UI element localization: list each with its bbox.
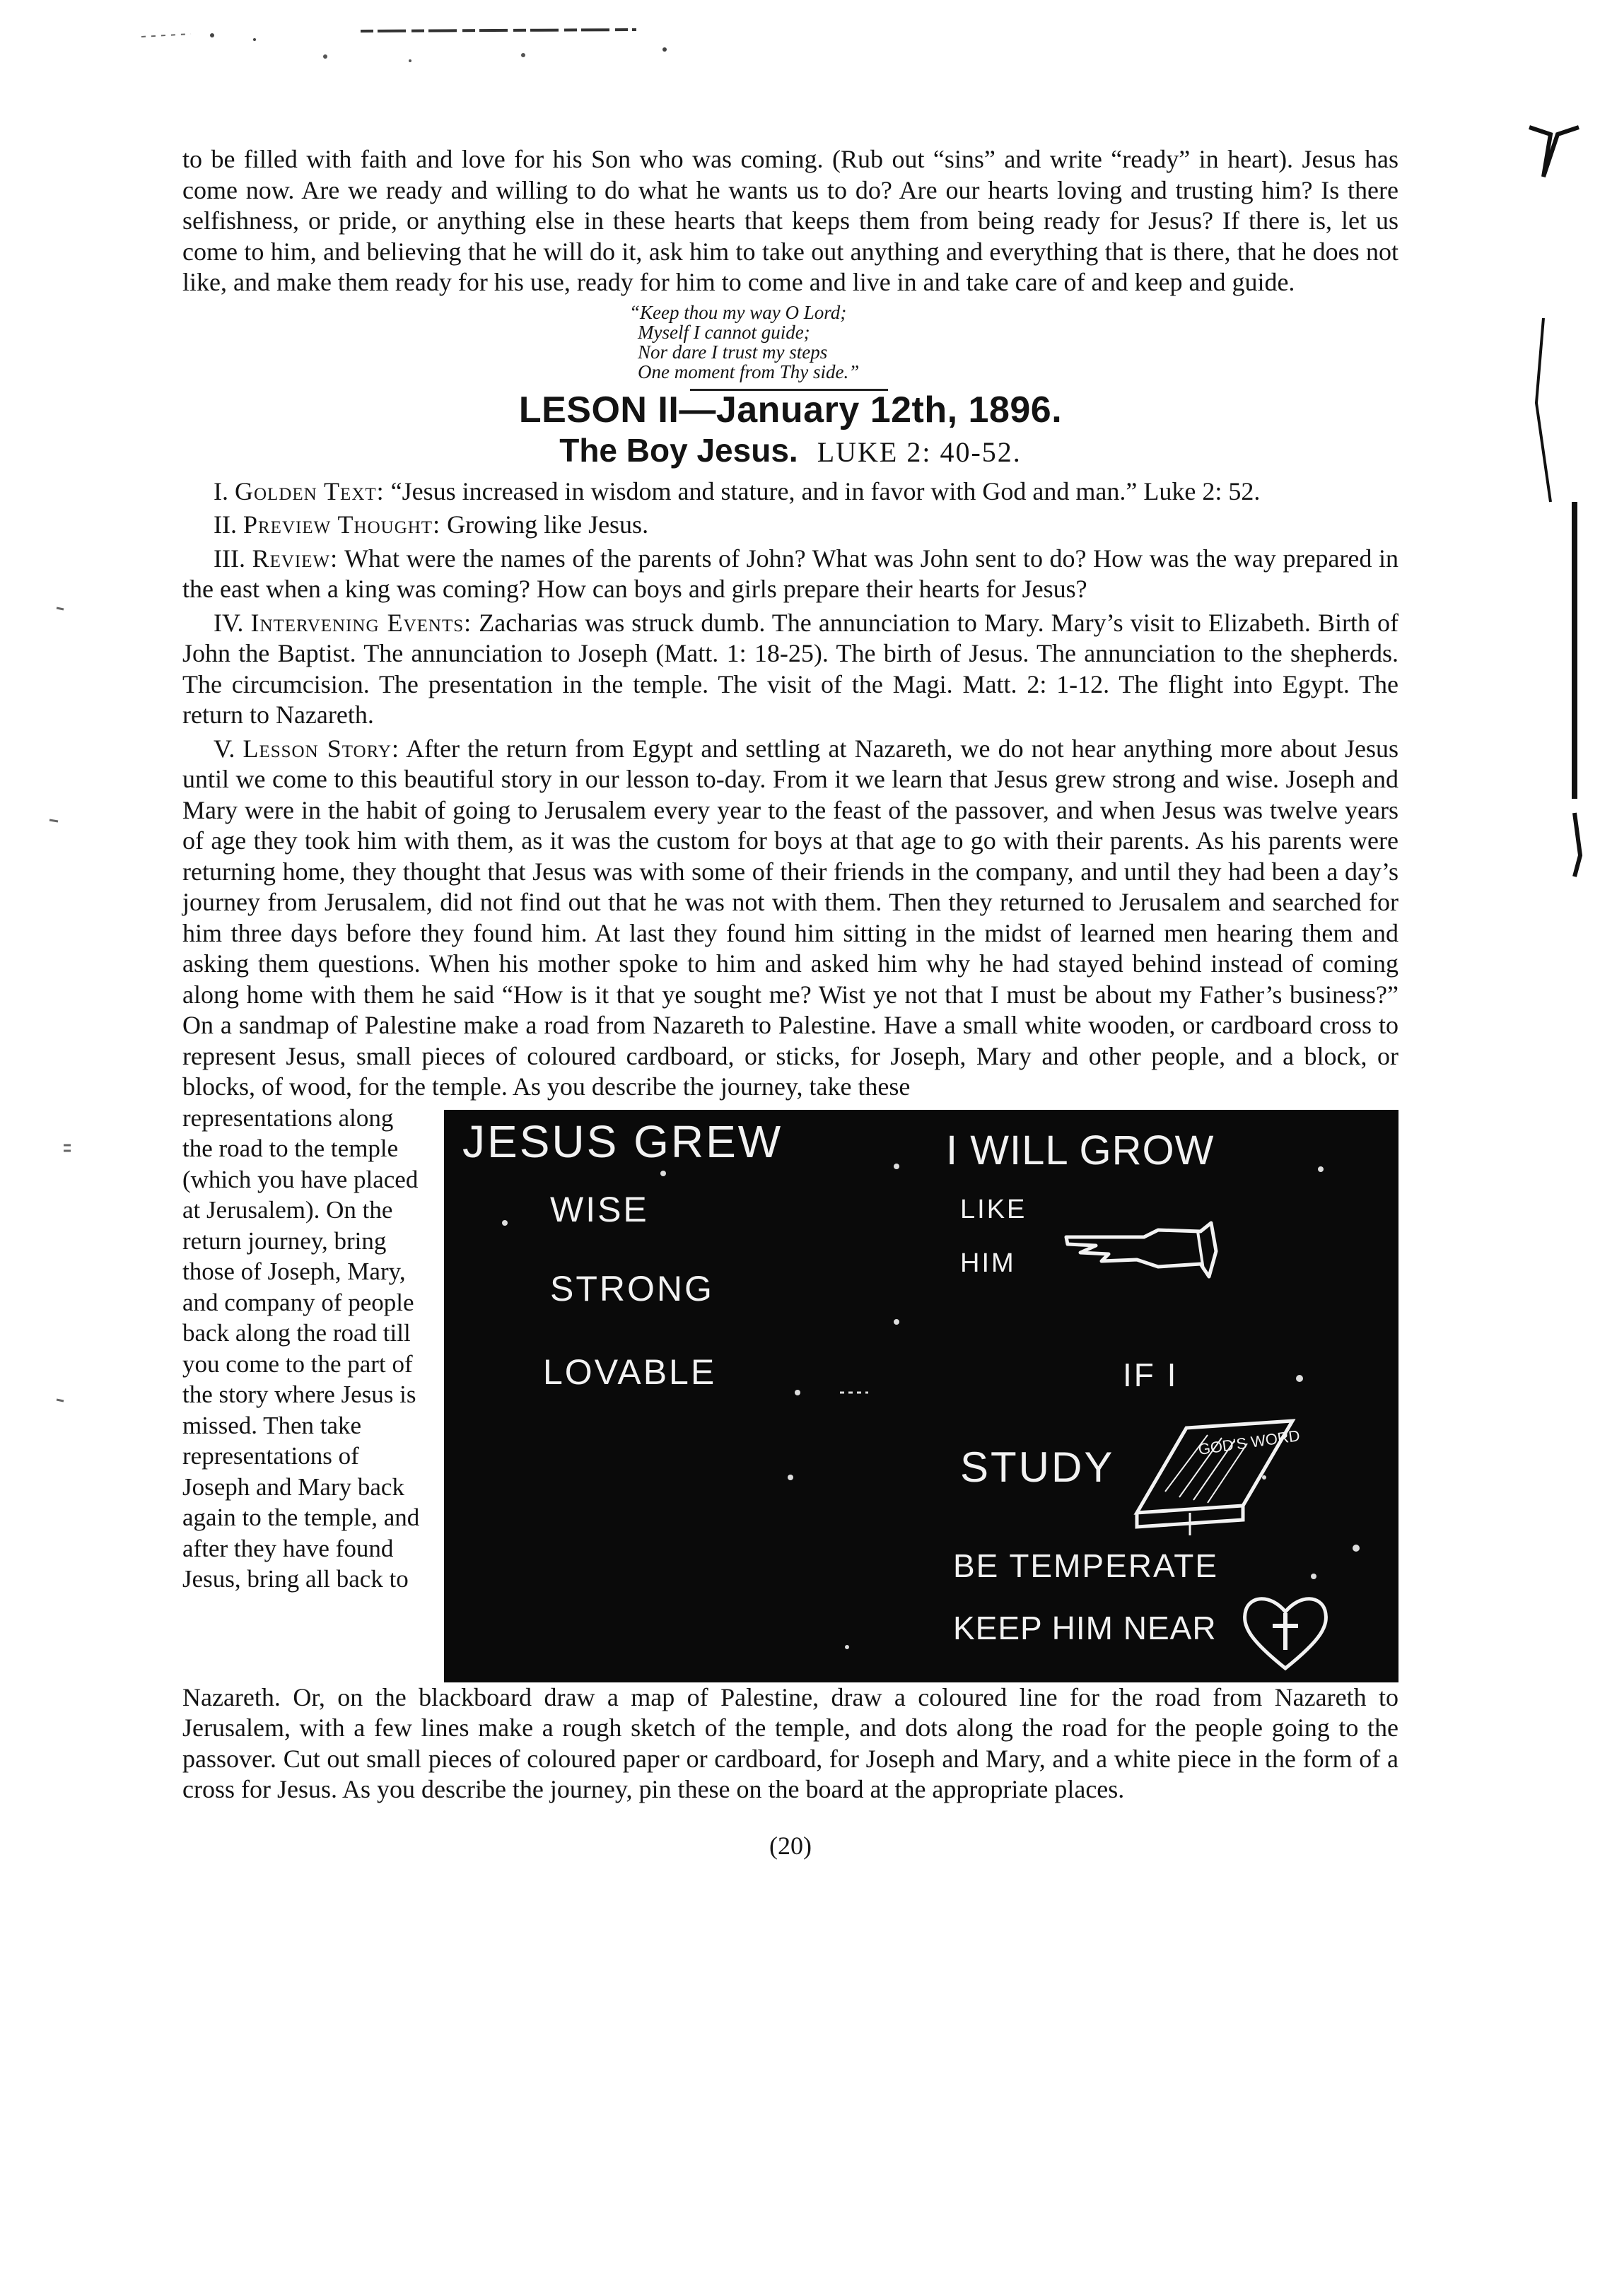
board-item-wise: WISE [550,1189,649,1229]
section-text: After the return from Egypt and settling at Nazareth, we do not hear anything more about Jesus until we come to this beautiful story in our lesson to-day. From it we learn that Jesus grew strong and wise. Joseph and Mary were in the habit of going to Jerusalem every year to the feast of the passover, and when Jesus was twelve years of age they took him with them, as it was the custom for boys at that age to go with their parents. As his parents were returning home, they thought that Jesus was with some of their friends in the company, and until they had been a day’s journey from Jerusalem, did not find out that he was not with them. Then they returned to Jerusalem and searched for him three days before they found him. At last they found him sitting in the midst of learned men hearing them and asking them questions. When his mother spoke to him and asked him why he had stayed behind instead of coming along home with them he said “How is it that ye sought me? Wist ye not that I must be about my Father’s business?” On a sandmap of Palestine make a road from Nazareth to Palestine. Have a small white wooden, or cardboard cross to represent Jesus, small pieces of coloured cardboard, or sticks, for Joseph, Mary and other people, and a block, or blocks, of wood, for the temple. As you describe the journey, take these [182,734,1399,1101]
section-text: Growing like Jesus. [447,510,649,539]
section-intervening-events: IV. Intervening Events: Zacharias was struck dumb. The annunciation to Mary. Mary’s visit to Elizabeth. Birth of John the Baptist. The annunciation to Joseph (Matt. 1: 18-25). The birth of Jesus. The annunciation to the shepherds. The circumcision. The presentation in the temple. The visit of the Magi. Matt. 2: 1-12. The flight into Egypt. The return to Nazareth. [182,608,1399,729]
chalk-dust-dots [444,1110,1398,1682]
poem-quote [629,303,1398,382]
narrow-column-text: representations along the road to the temple (which you have placed at Jerusalem). On the return journey, bring those of Joseph, Mary, and company of people back along the road till you come to the part of the story where Jesus is missed. Then take representations of Joseph and Mary back again to the temple, and after they have found Jesus, bring all back to [182,1103,420,1593]
board-keep-near: KEEP HIM NEAR [953,1609,1217,1646]
lesson-subheading [182,432,1398,469]
intro-paragraph: to be filled with faith and love for his Son who was coming. (Rub out “sins” and write “ready” in heart). Jesus has come now. Are we ready and willing to do what he wants us to do? Are our hearts loving and trusting him? Is there selfishness, or pride, or anything else in these hearts that keeps them from being ready for Jesus? If there is, let us come to him, and believing that he will do it, ask him to take out anything and everything that is there, that he does not like, and make them ready for his use, ready for him to come and live in and take care of and keep and guide. [182,145,1398,296]
section-text: “Jesus increased in wisdom and stature, and in favor with God and man.” Luke 2: 52. [390,476,1261,505]
board-study: STUDY [960,1443,1115,1491]
section-golden-text: I. Golden Text: “Jesus increased in wisdom and stature, and in favor with God and man.” Luke 2: 52. [214,476,1261,505]
board-right-title: I WILL GROW [946,1127,1215,1173]
poem-line: Nor dare I trust my steps [638,341,828,363]
board-left-title: JESUS GREW [462,1115,783,1167]
book-label: GOD'S WORD [1197,1426,1302,1458]
page-number: (20) [769,1831,812,1860]
board-like: LIKE [960,1194,1027,1224]
section-text: Zacharias was struck dumb. The annunciation to Mary. Mary’s visit to Elizabeth. Birth of John the Baptist. The annunciation to Joseph (Matt. 1: 18-25). The birth of Jesus. The annunciation to the shepherds. The circumcision. The presentation in the temple. The visit of the Magi. Matt. 2: 1-12. The flight into Egypt. The return to Nazareth. [182,608,1399,729]
board-temperate: BE TEMPERATE [953,1547,1219,1584]
board-if-i: IF I [1123,1356,1179,1393]
section-lesson-story: V. Lesson Story: After the return from Egypt and settling at Nazareth, we do not hear anything more about Jesus until we come to this beautiful story in our lesson to-day. From it we learn that Jesus grew strong and wise. Joseph and Mary were in the habit of going to Jerusalem every year to the feast of the passover, and when Jesus was twelve years of age they took him with them, as it was the custom for boys at that age to go with their parents. As his parents were returning home, they thought that Jesus was with some of their friends in the company, and until they had been a day’s journey from Jerusalem, did not find out that he was not with them. Then they returned to Jerusalem and searched for him three days before they found him. At last they found him sitting in the midst of learned men hearing them and asking them questions. When his mother spoke to him and asked him why he had stayed behind instead of coming along home with them he said “How is it that ye sought me? Wist ye not that I must be about my Father’s business?” On a sandmap of Palestine make a road from Nazareth to Palestine. Have a small white wooden, or cardboard cross to represent Jesus, small pieces of coloured cardboard, or sticks, for Joseph, Mary and other people, and a block, or blocks, of wood, for the temple. As you describe the journey, take these [182,734,1399,1101]
board-item-strong: STRONG [550,1268,714,1308]
closing-paragraph: Nazareth. Or, on the blackboard draw a map of Palestine, draw a coloured line for the road from Nazareth to Jerusalem, with a few lines make a rough sketch of the temple, and dots along the road for the people going to the passover. Cut out small pieces of coloured paper or cardboard, for Joseph and Mary, and a white piece in the form of a cross for Jesus. As you describe the journey, pin these on the board at the appropriate places. [182,1682,1398,1803]
lesson-title: The Boy Jesus. [559,432,798,469]
poem-line: Myself I cannot guide; [638,321,810,343]
section-label: Preview Thought: [243,510,441,539]
board-item-lovable: LOVABLE [543,1352,717,1392]
board-him: HIM [960,1248,1016,1278]
section-label: Review: [252,544,339,573]
section-label: Golden Text: [235,476,385,505]
scan-artifact-top [127,21,764,71]
section-text: What were the names of the parents of John? What was John sent to do? How was the way prepared in the east when a king was coming? How can boys and girls prepare their hearts for Jesus? [182,544,1398,603]
section-label: Lesson Story: [243,734,399,763]
poem-line: One moment from Thy side.” [638,361,860,382]
story-with-blackboard [182,1103,1398,1682]
margin-ticks-left [42,566,99,1697]
margin-scan-marks [1501,106,1600,954]
section-label: Intervening Events: [250,608,472,637]
section-review: III. Review: What were the names of the parents of John? What was John sent to do? How was the way prepared in the east when a king was coming? How can boys and girls prepare their hearts for Jesus? [182,544,1398,603]
poem-line: “Keep thou my way O Lord; [629,301,847,323]
page-content [182,144,1398,1861]
blackboard-illustration [444,1110,1398,1682]
section-preview-thought: II. Preview Thought: Growing like Jesus. [214,510,649,539]
lesson-heading: LESON II—January 12th, 1896. [518,389,1063,430]
scripture-reference: LUKE 2: 40-52. [817,436,1022,468]
